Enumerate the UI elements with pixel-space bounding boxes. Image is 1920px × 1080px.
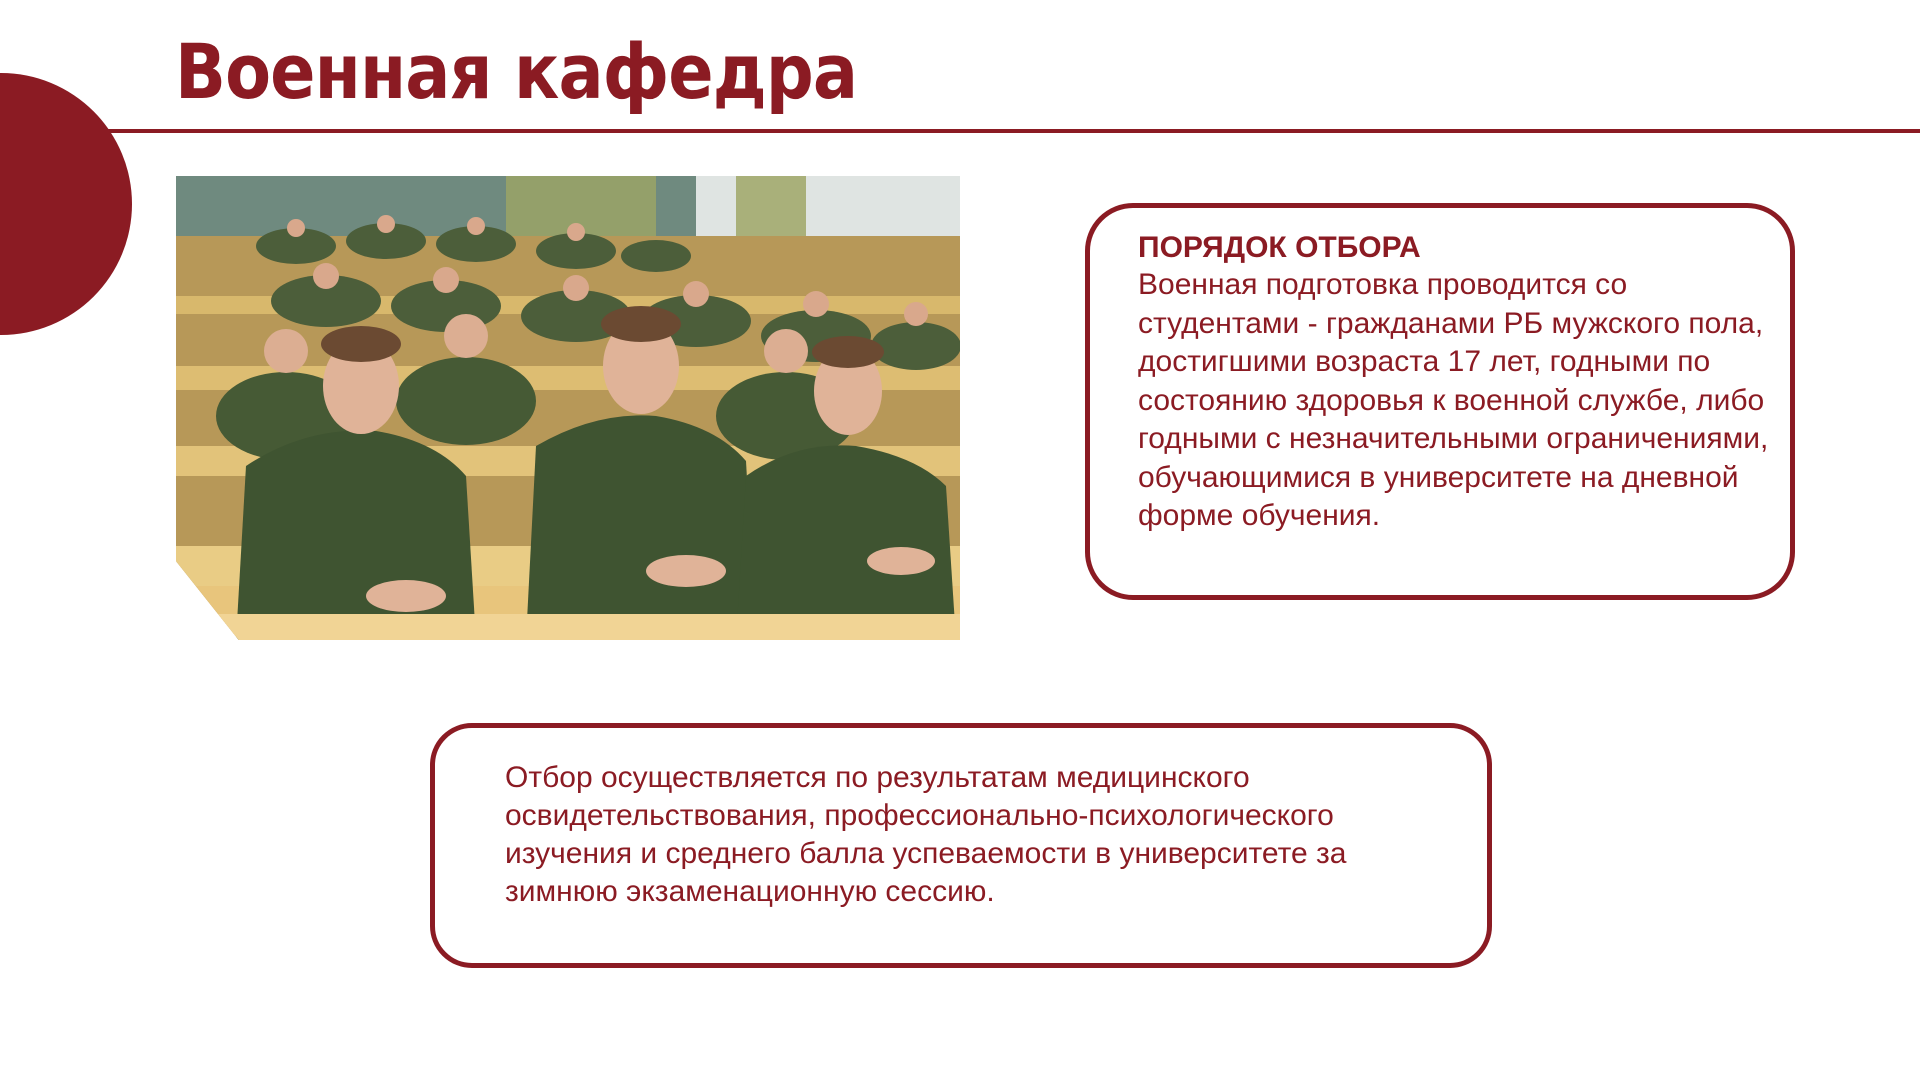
selection-procedure-card <box>1085 203 1795 600</box>
selection-criteria-text: Отбор осуществляется по результатам медицинского освидетельствования, профессионально-психологического изучения и среднего балла успеваемости в университете за зимнюю экзаменационную сессию. <box>505 761 1347 908</box>
selection-procedure-heading: ПОРЯДОК ОТБОРА <box>1138 231 1421 264</box>
students-photo <box>176 176 960 640</box>
slide-title: Военная кафедра <box>175 27 858 116</box>
selection-criteria-card <box>430 723 1492 968</box>
selection-procedure-text: Военная подготовка проводится со студентами - гражданами РБ мужского пола, достигшими возраста 17 лет, годными по состоянию здоровья к военной службе, либо годными с незначительными ограничениями, обучающимися в университете на дневной форме обучения. <box>1138 268 1769 532</box>
students-photo-icon <box>176 176 960 640</box>
decorative-corner-circle <box>0 73 132 335</box>
title-divider <box>108 129 1920 133</box>
